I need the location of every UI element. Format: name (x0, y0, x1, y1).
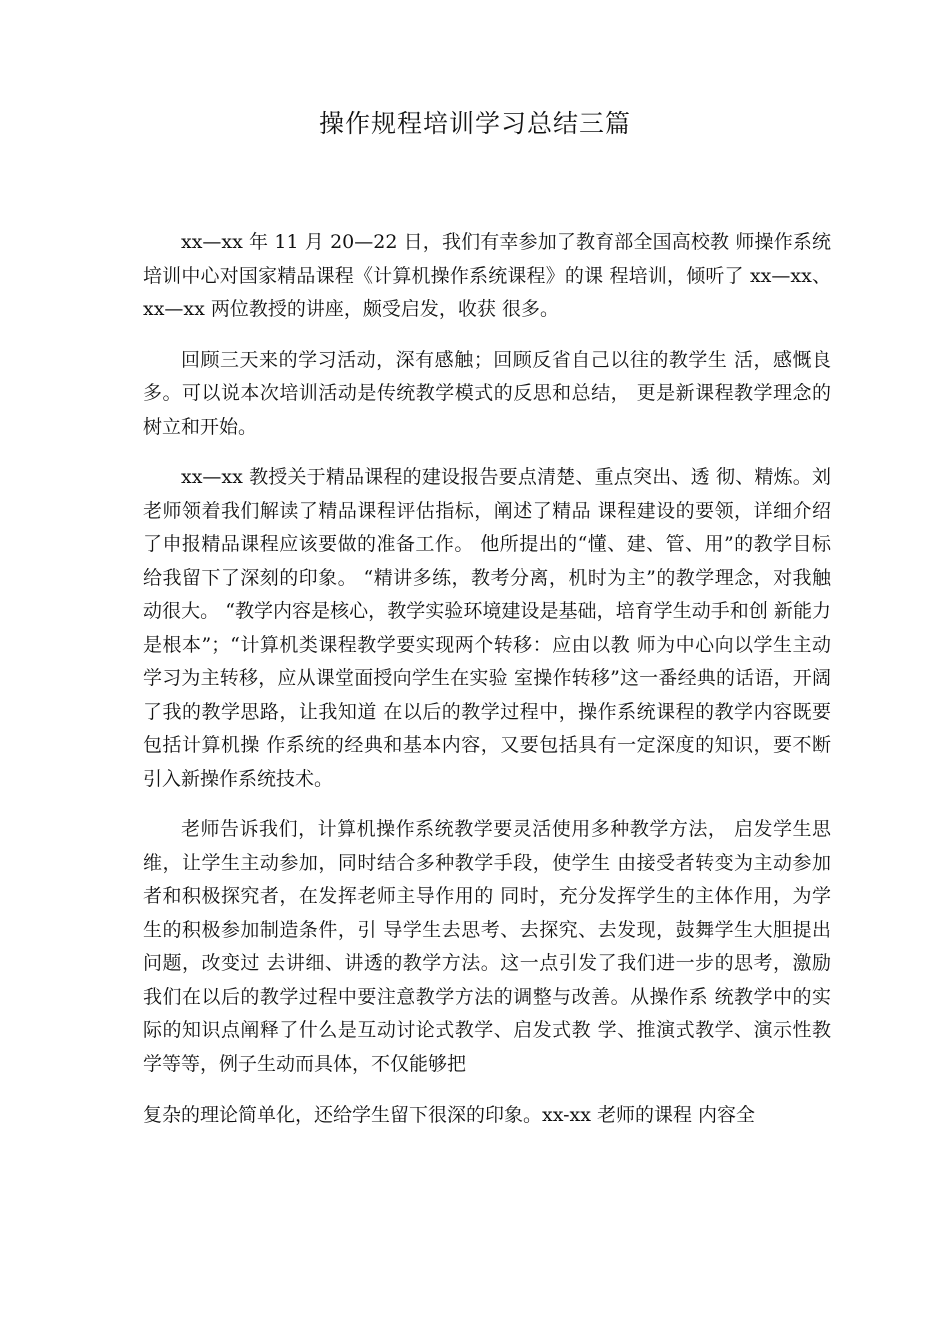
document-body (143, 226, 831, 1150)
document-title: 操作规程培训学习总结三篇 (318, 109, 631, 138)
paragraph-2: 回顾三天来的学习活动，深有感触；回顾反省自己以往的教学生 活，感慨良多。可以说本次培训活动是传统教学模式的反思和总结， 更是新课程教学理念的树立和开始。 (143, 348, 831, 438)
paragraph-5-continuation: 复杂的理论简单化，还给学生留下很深的印象。xx-xx 老师的课程 内容全 (143, 1104, 756, 1126)
paragraph-4: 老师告诉我们，计算机操作系统教学要灵活使用多种教学方法， 启发学生思维，让学生主动参加，同时结合多种教学手段，使学生 由接受者转变为主动参加者和积极探究者，在发挥老师主导作用的 同时，充分发挥学生的主体作用，为学生的积极参加制造条件，引 导学生去思考、去探究、去发现，鼓舞学生大胆提出问题，改变过 去讲细、讲透的教学方法。这一点引发了我们进一步的思考，激励 我们在以后的教学过程中要注意教学方法的调整与改善。从操作系 统教学中的实际的知识点阐释了什么是互动讨论式教学、启发式教 学、推演式教学、演示性教学等等，例子生动而具体，不仅能够把 (143, 818, 831, 1075)
paragraph-3: xx—xx 教授关于精品课程的建设报告要点清楚、重点突出、透 彻、精炼。刘老师领着我们解读了精品课程评估指标，阐述了精品 课程建设的要领，详细介绍了申报精品课程应该要做的准备工作。 他所提出的“懂、建、管、用”的教学目标给我留下了深刻的印象。 “精讲多练，教考分离，机时为主”的教学理念，对我触动很大。 “教学内容是核心，教学实验环境建设是基础，培育学生动手和创 新能力是根本”；“计算机类课程教学要实现两个转移：应由以教 师为中心向以学生主动学习为主转移，应从课堂面授向学生在实验 室操作转移”这一番经典的话语，开阔了我的教学思路，让我知道 在以后的教学过程中，操作系统课程的教学内容既要包括计算机操 作系统的经典和基本内容，又要包括具有一定深度的知识，要不断 引入新操作系统技术。 (143, 466, 831, 790)
paragraph-1: xx—xx 年 11 月 20—22 日，我们有幸参加了教育部全国高校教 师操作系统培训中心对国家精品课程《计算机操作系统课程》的课 程培训，倾听了 xx—xx、xx—xx 两位教授的讲座，颇受启发，收获 很多。 (143, 231, 831, 320)
